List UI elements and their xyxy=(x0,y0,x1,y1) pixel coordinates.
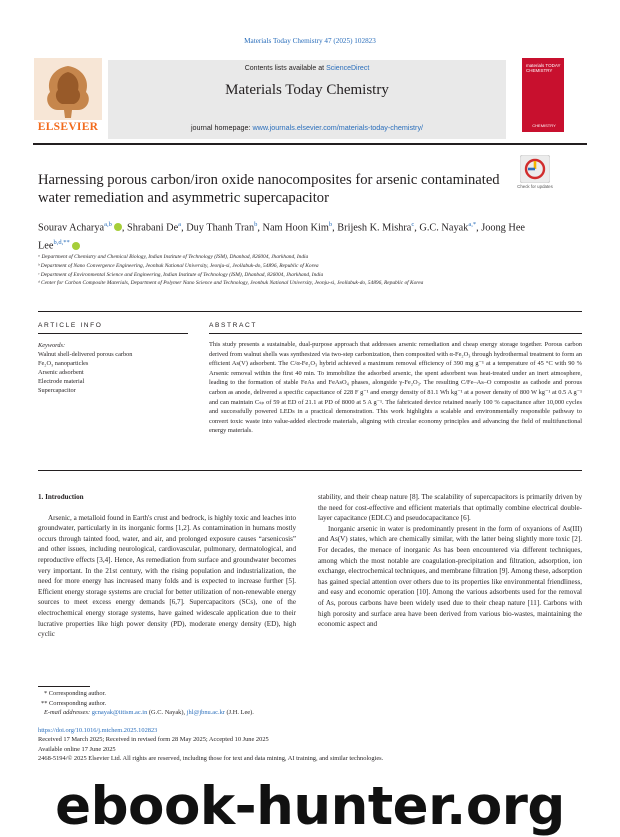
author-name[interactable]: Sourav Acharya xyxy=(38,222,105,234)
article-info-heading: ARTICLE INFO xyxy=(38,322,103,329)
footnotes xyxy=(38,689,558,718)
author-name[interactable]: G.C. Nayak xyxy=(419,222,469,234)
journal-title: Materials Today Chemistry xyxy=(225,82,389,98)
section-rule xyxy=(38,311,582,312)
homepage-link[interactable]: www.journals.elsevier.com/materials-today-chemistry/ xyxy=(252,123,424,132)
paragraph: stability, and their cheap nature [8]. The scalability of supercapacitors is primarily driven by the need for cost-effective and efficient materials that optimally combine electrical double-layer capacitance (EDLC) and pseudocapacitance [6]. xyxy=(318,493,582,523)
abstract-heading: ABSTRACT xyxy=(209,322,257,329)
paragraph: Inorganic arsenic in water is predominantly present in the form of oxyanions of As(III) and As(V) states, which are chemically similar, with the latter being slightly more toxic [2]. For decades, the menace of inorganic As has been encountered via different techniques, among which the most notable are coagulation-precipitation and filtration, adsorption, ion exchange, electrochemical techniques, and membrane filtration [9]. Among these, adsorption has gained special attention over others due to its properties like environmental friendliness, and easy and economic operation [10]. Among the various adsorbents used for the removal of As, porous carbons have been widely used due to their cheap nature [11]. Carbons with high porosity and surface area have been derived from various bio-wastes, maintaining the economic aspect and xyxy=(318,524,582,629)
keyword: Electrode material xyxy=(38,378,85,386)
right-column xyxy=(318,492,582,630)
email-link[interactable]: jhl@jbnu.ac.kr xyxy=(186,709,225,717)
author-affiliation-marker[interactable]: b xyxy=(254,221,258,228)
author-name[interactable]: Shrabani De xyxy=(126,222,179,234)
orcid-icon[interactable] xyxy=(114,223,122,231)
corresponding-note-1: * Corresponding author. xyxy=(44,690,106,697)
affiliation-c: ᶜ Department of Environmental Science and Engineering, Indian Institute of Technology (ISM), Dhanbad, 826004, Jharkhand, India xyxy=(38,271,324,278)
keywords-label: Keywords: xyxy=(38,342,66,349)
orcid-icon[interactable] xyxy=(72,242,80,250)
keyword: Arsenic adsorbent xyxy=(38,369,84,377)
cover-brand: CHEMISTRY xyxy=(532,123,556,128)
check-for-updates-icon[interactable] xyxy=(520,155,550,183)
journal-header xyxy=(108,60,506,139)
email-link[interactable]: gcnayak@iitism.ac.in xyxy=(91,709,148,717)
header-rule xyxy=(33,143,587,145)
author-name[interactable]: Joong Hee Lee xyxy=(38,222,525,252)
abstract-rule xyxy=(209,333,582,334)
contents-line: Contents lists available at ScienceDirect xyxy=(244,65,370,72)
author-affiliation-marker[interactable]: c xyxy=(411,221,415,228)
article-info-rule xyxy=(38,333,188,334)
author-name[interactable]: Duy Thanh Tran xyxy=(186,222,255,234)
keywords-block xyxy=(38,341,188,396)
keyword: Fe₂O₃ nanoparticles xyxy=(38,360,89,368)
author-affiliation-marker[interactable]: a,b xyxy=(104,221,112,228)
email-line: E-mail addresses: gcnayak@iitism.ac.in (G.C. Nayak), jhl@jbnu.ac.kr (J.H. Lee). xyxy=(44,709,254,717)
affiliations xyxy=(38,253,558,288)
section-heading: 1. Introduction xyxy=(38,493,84,501)
check-for-updates-label[interactable]: Check for updates xyxy=(517,184,553,189)
journal-reference[interactable]: Materials Today Chemistry 47 (2025) 102823 xyxy=(244,37,376,45)
affiliation-b: ᵇ Department of Nano Convergence Engineering, Jeonbuk National University, Jeonju-si, Jeollabuk-do, 54896, Republic of Korea xyxy=(38,262,319,269)
elsevier-wordmark: ELSEVIER xyxy=(37,121,99,133)
sciencedirect-link[interactable]: ScienceDirect xyxy=(326,65,370,72)
online-date: Available online 17 June 2025 xyxy=(38,745,116,753)
paragraph: Arsenic, a metalloid found in Earth's crust and bedrock, is highly toxic and leaches into groundwater, particularly in its inorganic forms [1,2]. As contamination in humans mostly occurs through tainted food, water, and air, and prolonged exposure causes “arsenicosis” and other issues, including neurological, cardiovascular, pulmonary, dermatological, and reproductive effects [3,4]. Hence, As remediation from surface and groundwater becomes very important. In the 21st century, with the rising population and industrialization, the need for more energy has increased many folds and is expected to increase further [5]. Efficient energy storage systems are crucial for better utilization of non-renewable energy sources to meet excess energy demands [6,7]. Supercapacitors (SCs), one of the electrochemical energy storage systems, have gained widescale application due to their lucrative properties like high power density (PD), moderate energy density (ED), high cyclic xyxy=(38,513,296,639)
abstract-bottom-rule xyxy=(38,470,582,471)
corresponding-note-2: ** Corresponding author. xyxy=(41,699,107,707)
author-affiliation-marker[interactable]: a,* xyxy=(468,221,477,228)
affiliation-a: ᵃ Department of Chemistry and Chemical Biology, Indian Institute of Technology (ISM), Dhanbad, 826004, Jharkhand, India xyxy=(38,254,309,260)
cover-title: materials TODAY CHEMISTRY xyxy=(526,63,561,73)
left-column xyxy=(38,492,296,640)
article-title: Harnessing porous carbon/iron oxide nanocomposites for arsenic contaminated water remediation and asymmetric supercapacitor xyxy=(38,172,500,206)
author-name[interactable]: Brijesh K. Mishra xyxy=(337,222,412,234)
homepage-line: journal homepage: www.journals.elsevier.com/materials-today-chemistry/ xyxy=(190,123,424,132)
author-name[interactable]: Nam Hoon Kim xyxy=(262,222,329,234)
author-affiliation-marker[interactable]: b xyxy=(328,221,333,228)
doi-link[interactable]: https://doi.org/10.1016/j.mtchem.2025.102823 xyxy=(38,727,158,734)
keyword: Walnut shell-delivered porous carbon xyxy=(38,351,133,359)
footnote-rule xyxy=(38,686,90,687)
keyword: Supercapacitor xyxy=(38,387,76,395)
affiliation-d: ᵈ Center for Carbon Composite Materials, Department of Polymer Nano Science and Technology, Jeonbuk National University, Jeonju-si, Jeollabuk-do, 54896, Republic of Korea xyxy=(38,280,424,287)
author-list: Sourav Acharya$^{a,b}$ , Shrabani De$^a$, Duy Thanh Tran$^b$, Nam Hoon Kim$^b$, Brijesh K. Mishra$^c$, G.C. Nayak$^{a,*}$, Joong Hee Lee$^{b,d,**}$ xyxy=(38,221,525,252)
author-affiliation-marker[interactable]: b,d,** xyxy=(53,239,70,247)
publication-info xyxy=(38,726,558,763)
copyright-line: 2468-5194/© 2025 Elsevier Ltd. All rights are reserved, including those for text and data mining, AI training, and similar technologies. xyxy=(38,754,384,762)
watermark: ebook-hunter.org xyxy=(55,776,565,837)
abstract-text: This study presents a sustainable, dual-purpose approach that addresses arsenic remediation and cheap energy storage together. Porous carbon derived from walnut shells was synthesized via two-step carbonization, then composited with α-Fe₂O₃ through hydrothermal treatment to form an efficient As(V) adsorbent. The C/α-Fe₂O₃ hybrid achieved a maximum removal efficiency of 390 mg g⁻¹ at a temperature of 45 °C with 90 % Arsenic removal within the first 40 min. To immobilize the adsorbed arsenic, the spent adsorbent was heat-treated under an inert atmosphere, leading to the formation of stable FeAs and FeAsO₄ phases, alongside γ-Fe₂O₃. The resulting C/Fe–As–O composite as cathode and porous carbon as anode, delivered a specific capacitance of 228 F g⁻¹ and energy density of 81.1 Wh kg⁻¹ at a power density of 800 W kg⁻¹ at 0.5 A g⁻¹ and can maintain Cₛₚ of 59 at ED of 21.1 at PD of 8000 at 5 A g⁻¹. The fabricated device retained nearly 100 % capacitance after 10,000 cycles and successfully powered LEDs in a practical demonstration. This work highlights a scalable and environmentally responsible pathway to convert toxic waste into value-added electrode materials, aligning with circular economy principles and advancing the field of multifunctional energy materials. xyxy=(209,341,582,435)
received-dates: Received 17 March 2025; Received in revised form 28 May 2025; Accepted 10 June 2025 xyxy=(38,736,269,744)
author-affiliation-marker[interactable]: a xyxy=(178,221,182,228)
